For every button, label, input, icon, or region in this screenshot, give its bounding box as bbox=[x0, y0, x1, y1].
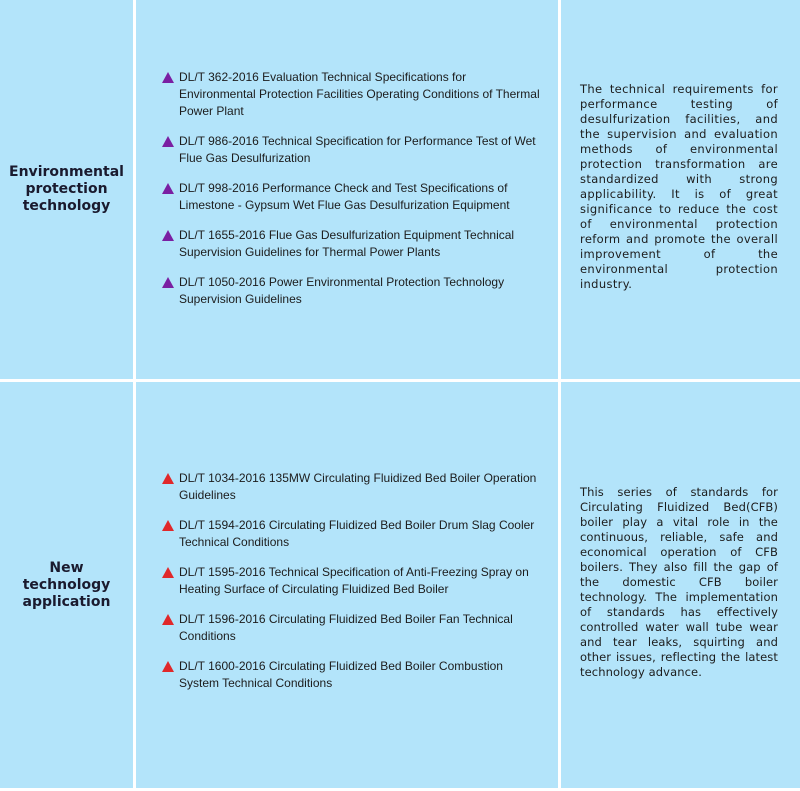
category-cell bbox=[0, 0, 133, 379]
standard-text: DL/T 362-2016 Evaluation Technical Specifications for Environmental Protection Facilities Operating Conditions of Thermal Power Plant bbox=[179, 70, 540, 118]
standard-text: DL/T 998-2016 Performance Check and Test Specifications of Limestone - Gypsum Wet Flue Gas Desulfurization Equipment bbox=[179, 181, 510, 212]
description-text: The technical requirements for performance testing of desulfurization facilities, and the supervision and evaluation methods of environmental protection transformation are standardized with strong applicability. It is of great significance to reduce the cost of environmental protection reform and promote the overall improvement of the environmental protection industry. bbox=[580, 81, 778, 291]
red-triangle-icon bbox=[162, 473, 174, 484]
purple-triangle-icon bbox=[162, 136, 174, 147]
category-cell bbox=[0, 382, 133, 788]
table-row-new-technology bbox=[0, 382, 800, 791]
list-item bbox=[162, 517, 540, 551]
description-text: This series of standards for Circulating Fluidized Bed(CFB) boiler play a vital role in the continuous, reliable, safe and economical operation of CFB boilers. They also fill the gap of the domestic CFB boiler technology. The implementation of standards has effectively controlled water wall tube wear and tear leaks, squirting and other issues, reflecting the latest technology advance. bbox=[580, 484, 778, 679]
standard-text: DL/T 1050-2016 Power Environmental Protection Technology Supervision Guidelines bbox=[179, 275, 505, 306]
standard-text: DL/T 1600-2016 Circulating Fluidized Bed Boiler Combustion System Technical Conditions bbox=[179, 659, 503, 690]
standard-text: DL/T 1034-2016 135MW Circulating Fluidized Bed Boiler Operation Guidelines bbox=[179, 471, 537, 502]
standard-text: DL/T 986-2016 Technical Specification for Performance Test of Wet Flue Gas Desulfurization bbox=[179, 134, 536, 165]
category-label: Environmental protection technology bbox=[9, 164, 124, 214]
standard-text: DL/T 1594-2016 Circulating Fluidized Bed Boiler Drum Slag Cooler Technical Conditions bbox=[179, 518, 535, 549]
list-item bbox=[162, 69, 540, 120]
list-item bbox=[162, 470, 540, 504]
purple-triangle-icon bbox=[162, 183, 174, 194]
list-item bbox=[162, 133, 540, 167]
list-item bbox=[162, 274, 540, 308]
table-row-environmental-protection bbox=[0, 0, 800, 379]
description-cell bbox=[561, 0, 800, 379]
standards-cell bbox=[136, 0, 558, 379]
purple-triangle-icon bbox=[162, 230, 174, 241]
standards-list bbox=[136, 69, 558, 308]
list-item bbox=[162, 180, 540, 214]
list-item bbox=[162, 658, 540, 692]
red-triangle-icon bbox=[162, 520, 174, 531]
category-label: New technology application bbox=[22, 559, 111, 610]
standard-text: DL/T 1595-2016 Technical Specification of Anti-Freezing Spray on Heating Surface of Circulating Fluidized Bed Boiler bbox=[179, 565, 529, 596]
list-item bbox=[162, 611, 540, 645]
standards-list bbox=[136, 470, 558, 692]
purple-triangle-icon bbox=[162, 72, 174, 83]
purple-triangle-icon bbox=[162, 277, 174, 288]
red-triangle-icon bbox=[162, 661, 174, 672]
standards-cell bbox=[136, 382, 558, 788]
red-triangle-icon bbox=[162, 567, 174, 578]
list-item bbox=[162, 227, 540, 261]
list-item bbox=[162, 564, 540, 598]
standard-text: DL/T 1596-2016 Circulating Fluidized Bed Boiler Fan Technical Conditions bbox=[179, 612, 513, 643]
description-cell bbox=[561, 382, 800, 788]
standard-text: DL/T 1655-2016 Flue Gas Desulfurization Equipment Technical Supervision Guidelines for Thermal Power Plants bbox=[179, 228, 515, 259]
red-triangle-icon bbox=[162, 614, 174, 625]
